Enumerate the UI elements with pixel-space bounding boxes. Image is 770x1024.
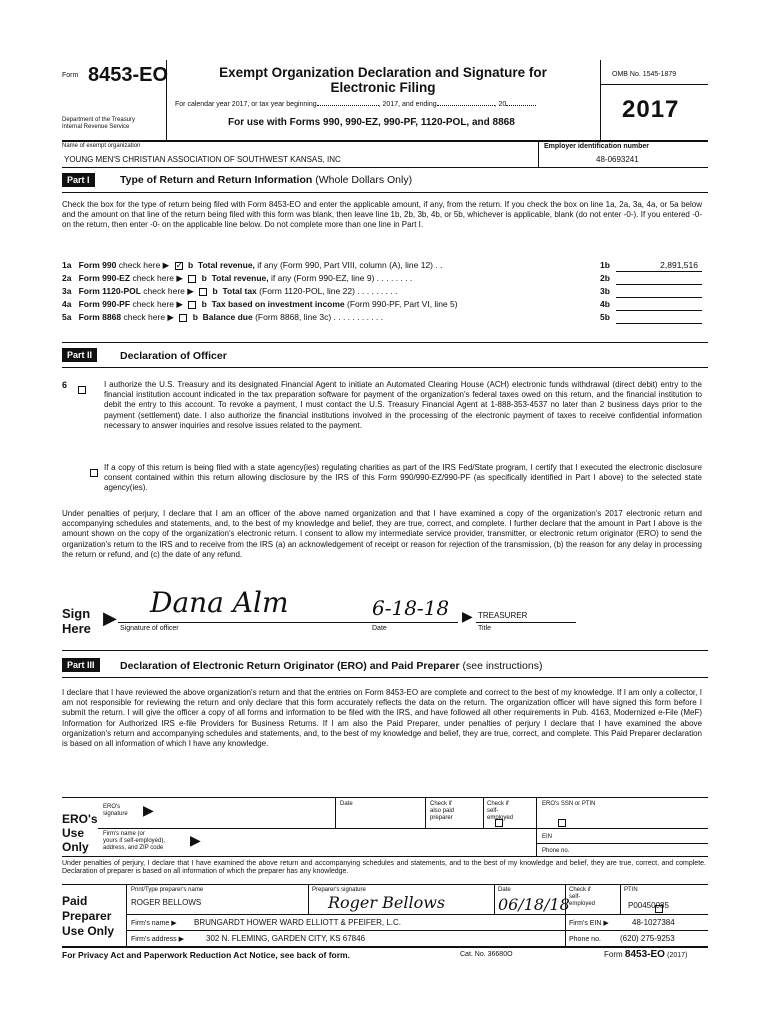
- checkbox-ero-self-employed[interactable]: [558, 819, 566, 827]
- checkbox-4a[interactable]: [188, 301, 196, 309]
- ero-check-self-2: self-: [487, 808, 499, 814]
- ero-sig-arrow-icon: ▶: [143, 802, 154, 818]
- firm-ein-label: Firm's EIN ▶: [569, 920, 609, 927]
- part3-label: Part III: [62, 658, 100, 672]
- ein-label: Employer identification number: [544, 143, 650, 150]
- ref-1b: 1b: [600, 260, 610, 270]
- value-1b[interactable]: 2,891,516: [660, 260, 698, 270]
- privacy-notice: For Privacy Act and Paperwork Reduction Act Notice, see back of form.: [62, 950, 350, 960]
- checkbox-fed-state[interactable]: [90, 469, 98, 477]
- form-title-line1: Exempt Organization Declaration and Signature for: [219, 65, 547, 80]
- paid-label: Paid: [62, 894, 88, 908]
- form-number: 8453-EO: [88, 64, 169, 86]
- firm-address[interactable]: 302 N. FLEMING, GARDEN CITY, KS 67846: [206, 934, 366, 943]
- ero-date-label: Date: [340, 801, 353, 807]
- checkbox-2a[interactable]: [188, 275, 196, 283]
- preparer-sig-label: Preparer's signature: [312, 887, 366, 893]
- ero-ein-label: EIN: [542, 834, 553, 840]
- line-3: 3a Form 1120-POL check here ▶ b Total tax (Form 1120-POL, line 22) . . . . . . . . .: [62, 286, 398, 296]
- ein-value: 48-0693241: [596, 155, 639, 164]
- sign-arrow-icon: ▶: [103, 608, 117, 628]
- ero-firm-arrow-icon: ▶: [190, 832, 201, 848]
- form-title-line2: Electronic Filing: [330, 80, 436, 95]
- firm-address-label: Firm's address ▶: [131, 936, 185, 943]
- checkbox-3a[interactable]: [199, 288, 207, 296]
- ero-firm-1: Firm's name (or: [103, 831, 145, 837]
- officer-date[interactable]: 6-18-18: [372, 596, 450, 620]
- dept-line2: Internal Revenue Service: [62, 124, 130, 130]
- title-label: Title: [478, 625, 491, 632]
- line6-num: 6: [62, 380, 68, 390]
- form-prefix: Form: [62, 72, 79, 79]
- line-1: 1a Form 990 check here ▶ ✓ b Total revenue, if any (Form 990, Part VIII, column (A), line 12) . .: [62, 259, 443, 270]
- ero-check-prep-1: Check if: [430, 801, 452, 807]
- ref-4b: 4b: [600, 299, 610, 309]
- part2-title: Declaration of Officer: [120, 350, 227, 362]
- cat-number: Cat. No. 36680O: [460, 951, 513, 958]
- org-name-label: Name of exempt organization: [62, 143, 141, 149]
- ptin-value[interactable]: P00450085: [628, 901, 669, 910]
- firm-name-label: Firm's name ▶: [131, 920, 177, 927]
- sign-label: Sign: [62, 606, 91, 621]
- preparer-print-label: Print/Type preparer's name: [131, 887, 204, 893]
- preparer-name[interactable]: ROGER BELLOWS: [131, 898, 202, 907]
- tax-year: 2017: [622, 96, 680, 123]
- part3-para: I declare that I have reviewed the above organization's return and that the entries on Form 8453-EO are complete and correct to the best of my knowledge. If I am only a collector, I am not responsible for reviewing the return and only declare that this form accurately reflects the data on the return. The organization officer will have signed this form before I submit the return. I will give the officer a copy of all forms and information to be filed with the IRS, and have followed all other requirements in Pub. 4163, Modernized e-File (MeF) Information for Authorized IRS e-file Providers for Business Returns. If I am also the Paid Preparer, under penalties of perjury I declare that I have examined the above organization's return and accompanying schedules and statements, and, to the best of my knowledge and belief, they are true, correct, and complete. This Paid Preparer declaration is based on all information of which I have any knowledge.: [62, 688, 702, 749]
- part2-para1: I authorize the U.S. Treasury and its designated Financial Agent to initiate an Automated Clearing House (ACH) electronic funds withdrawal (direct debit) entry to the financial institution account indicated in the tax preparation software for payment of the organization's federal taxes owed on this return, and the financial institution to debit the entry to this account. To revoke a payment, I must contact the U.S. Treasury Financial Agent at 1-888-353-4537 no later than 2 business days prior to the payment (settlement) date. I also authorize the financial institutions involved in the processing of the electronic payment of taxes to receive confidential information necessary to answer inquiries and resolve issues related to the payment.: [104, 380, 702, 430]
- checkbox-1a[interactable]: ✓: [175, 259, 184, 270]
- omb-number: OMB No. 1545-1879: [612, 71, 677, 78]
- org-name: YOUNG MEN'S CHRISTIAN ASSOCIATION OF SOUTHWEST KANSAS, INC: [64, 155, 341, 164]
- ero-firm-2: yours if self-employed),: [103, 838, 166, 844]
- part2-para2: If a copy of this return is being filed with a state agency(ies) regulating charities as part of the IRS Fed/State program, I certify that I executed the electronic disclosure consent contained within this return allowing disclosure by the IRS of this Form 990/990-EZ/990-PF (as specifically identified in Part I above) to the selected state agency(ies).: [104, 463, 702, 493]
- part1-title: Type of Return and Return Information (Whole Dollars Only): [120, 174, 413, 186]
- line-5: 5a Form 8868 check here ▶ b Balance due (Form 8868, line 3c) . . . . . . . . . . .: [62, 312, 384, 322]
- preparer-signature[interactable]: Roger Bellows: [328, 893, 446, 912]
- sig-officer-label: Signature of officer: [120, 625, 179, 632]
- ero-ssn-label: ERO's SSN or PTIN: [542, 801, 596, 807]
- preparer-label: Preparer: [62, 909, 112, 923]
- ptin-label: PTIN: [624, 887, 638, 893]
- firm-ein[interactable]: 48-1027384: [632, 918, 675, 927]
- part3-title: Declaration of Electronic Return Originator (ERO) and Paid Preparer (see instructions): [120, 660, 543, 672]
- part2-label: Part II: [62, 348, 97, 362]
- use-with-line: For use with Forms 990, 990-EZ, 990-PF, 1120-POL, and 8868: [228, 117, 515, 128]
- firm-phone[interactable]: (620) 275-9253: [620, 934, 675, 943]
- prep-check-1: Check if: [569, 887, 591, 893]
- firm-phone-label: Phone no.: [569, 936, 601, 943]
- ref-5b: 5b: [600, 312, 610, 322]
- prep-check-2: self-: [569, 894, 581, 900]
- ero-phone-label: Phone no.: [542, 848, 570, 854]
- use-only-label: Use Only: [62, 924, 115, 938]
- officer-signature[interactable]: Dana Alm: [150, 586, 289, 619]
- footer-form-id: Form 8453-EO (2017): [604, 949, 688, 960]
- ero-sig-label-2: signature: [103, 811, 128, 817]
- ero-sig-label-1: ERO's: [103, 804, 121, 810]
- title-arrow-icon: ▶: [462, 608, 473, 624]
- preparer-date-label: Date: [498, 887, 511, 893]
- prep-check-3: employed: [569, 901, 596, 907]
- ref-3b: 3b: [600, 286, 610, 296]
- checkbox-5a[interactable]: [179, 314, 187, 322]
- line-4: 4a Form 990-PF check here ▶ b Tax based on investment income (Form 990-PF, Part VI, line 5): [62, 299, 458, 309]
- ero-check-self-1: Check if: [487, 801, 509, 807]
- firm-name[interactable]: BRUNGARDT HOWER WARD ELLIOTT & PFEIFER, L.C.: [194, 918, 401, 927]
- officer-title[interactable]: TREASURER: [478, 611, 528, 620]
- ero-firm-3: address, and ZIP code: [103, 845, 164, 851]
- part2-penalties: Under penalties of perjury, I declare that I am an officer of the above named organization and that I have examined a copy of the organization's 2017 electronic return and accompanying schedules and statements, and, to the best of my knowledge and belief, they are true, correct, and complete. I further declare that the amount in Part I above is the amount shown on the copy of the organization's electronic return. I consent to allow my intermediate service provider, transmitter, or electronic return originator (ERO) to send the organization's return to the IRS and to receive from the IRS (a) an acknowledgement of receipt or reason for rejection of the transmission, (b) the reason for any delay in processing the return or refund, and (c) the date of any refund.: [62, 509, 702, 559]
- preparer-date[interactable]: 06/18/18: [498, 895, 570, 914]
- here-label: Here: [62, 621, 91, 636]
- date-label: Date: [372, 625, 387, 632]
- ero-penalties: Under penalties of perjury, I declare that I have examined the above return and accompanying schedules and statements, and to the best of my knowledge and belief, they are true, correct, and complete. Declaration of preparer is based on all information of which the preparer has any knowledge.: [62, 860, 706, 875]
- ero-use-label: Use: [62, 826, 85, 840]
- ero-check-prep-2: also paid: [430, 808, 455, 814]
- calendar-line: For calendar year 2017, or tax year beginning , 2017, and ending , 20: [175, 101, 536, 109]
- dept-line1: Department of the Treasury: [62, 117, 136, 123]
- ero-only-label: Only: [62, 840, 89, 854]
- ero-label: ERO's: [62, 812, 98, 826]
- part1-instructions: Check the box for the type of return being filed with Form 8453-EO and enter the applicable amount, if any, from the return. If you check the box on line 1a, 2a, 3a, 4a, or 5a below and the amount on that line of the return being filed with this form was blank, then leave line 1b, 2b, 3b, 4b, or 5b, whichever is applicable, blank (do not enter -0-). If you entered -0- on the return, then enter -0- on the applicable line below. Do not complete more than one line in Part I.: [62, 200, 702, 230]
- line-2: 2a Form 990-EZ check here ▶ b Total revenue, if any (Form 990-EZ, line 9) . . . . . . . .: [62, 273, 413, 283]
- checkbox-line6[interactable]: [78, 386, 86, 394]
- part1-label: Part I: [62, 173, 95, 187]
- ero-check-self-3: employed: [487, 815, 514, 821]
- ero-check-prep-3: preparer: [430, 815, 453, 821]
- ref-2b: 2b: [600, 273, 610, 283]
